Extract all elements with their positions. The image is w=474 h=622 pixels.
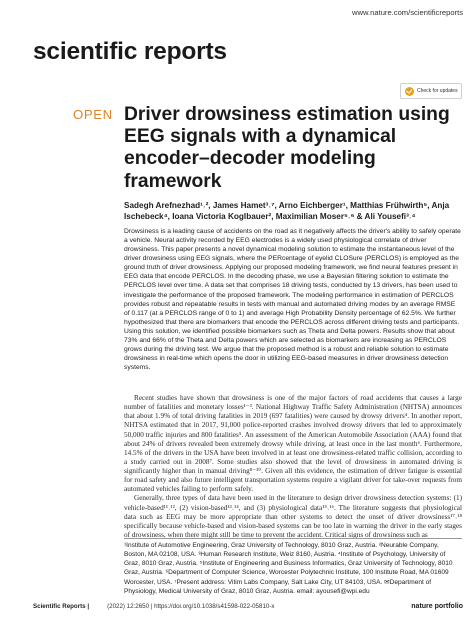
affiliation-divider <box>124 538 462 539</box>
page-footer <box>33 600 463 612</box>
publisher-logo: nature portfolio <box>411 602 463 610</box>
affiliations: ¹Institute of Automotive Engineering, Graz University of Technology, 8010 Graz, Austria. ²Neurable Company, Boston, MA 02108, USA. ³Human Research Institute, Weiz 8160, Austria. ⁴Institute of Psychology, University of Graz, 8010 Graz, Austria. ⁵Institute of Engineering and Business Informatics, Graz University of Technology, 8010 Graz, Austria. ⁶Department of Computer Science, Worcester Polytechnic Institute, 100 Institute Road, MA 01609 Worcester, USA. ⁷Present address: Vitim Labs Company, Salt Lake City, UT 84103, USA. ✉Department of Physiology, Medical University of Graz, 8010 Graz, Austria. email: ayousefi@wpi.edu <box>124 542 453 595</box>
body-paragraph: Recent studies have shown that drowsiness is one of the major factors of road accidents that causes a large number of fatalities and monetary losses¹⁻³. National Highway Traffic Safety Administration (NHTSA) announces that about 1.9% of total driving fatalities in 2019 (697 fatalities) were caused by drowsy drivers⁴. In another report, NHTSA estimated that in 2017, 91,000 police-reported crashes involved drowsy drivers that led to approximately 50,000 traffic injuries and 800 fatalities⁵. An assessment of the American Automobile Association (AAA) found that about 24% of drivers revealed been extremely drowsy while driving, at least once in the last month⁶. Furthermore, 14.5% of the drivers in the USA have been involved in at least one drowsiness-related traffic collision, according to a study carried out in 2008⁷. Some studies also showed that the level of drowsiness in automated driving is significantly higher than in manual driving⁸⁻¹⁰. Given all this evidence, the estimation of driver fatigue is essential for road safety and also future intelligent transportation systems require a vigilant driver for take-over requests from automated vehicles failing to perform safely. <box>124 394 462 494</box>
check-for-updates-button[interactable] <box>400 83 462 99</box>
check-updates-label: Check for updates <box>417 88 458 94</box>
abstract: Drowsiness is a leading cause of accidents on the road as it negatively affects the driver's ability to safely operate a vehicle. Neural activity recorded by EEG electrodes is a widely used physiological correlate of driver drowsiness. This paper presents a novel dynamical modeling solution to estimate the instantaneous level of the driver drowsiness using EEG signals, where the PERcentage of eyelid CLOSure (PERCLOS) is employed as the ground truth of driver drowsiness. Applying our proposed modeling framework, we find neural features present in EEG data that encode PERCLOS. In the decoding phase, we use a Bayesian filtering solution to estimate the PERCLOS level over time. A data set that comprises 18 driving tests, conducted by 13 drivers, has been used to investigate the performance of the proposed framework. The modeling performance in estimation of PERCLOS provides robust and repeatable results in tests with manual and automated driving modes by an average RMSE of 0.117 (at a PERCLOS range of 0 to 1) and average High Probability Density percentage of 62.5%. We further hypothesized that there are biomarkers that encode the PERCLOS across different driving tests and participants. Using this solution, we identified possible biomarkers such as Theta and Delta powers. Results show that about 73% and 66% of the Theta and Delta powers which are selected as biomarkers are increasing as PERCLOS grows during the driving test. We argue that the proposed method is a robust and reliable solution to estimate drowsiness in real-time which opens the door in utilizing EEG-based measures in driver drowsiness detection systems. <box>124 228 461 372</box>
check-updates-icon <box>405 87 414 96</box>
journal-name: scientific reports <box>33 38 227 65</box>
footer-citation[interactable]: (2022) 12:2650 | https://doi.org/10.1038/s41598-022-05810-x <box>107 602 275 610</box>
article-title: Driver drowsiness estimation using EEG signals with a dynamical encoder–decoder modeling framework <box>124 104 450 192</box>
author-list[interactable]: Sadegh Arefnezhad¹˒², James Hamet³˒⁷, Arno Eichberger¹, Matthias Frühwirth⁵, Anja Ischebeck⁴, Ioana Victoria Koglbauer², Maximilian Moser⁵˒⁶ & Ali Yousefi³˒⁴ <box>124 201 450 222</box>
journal-url[interactable]: www.nature.com/scientificreports <box>352 8 463 17</box>
footer-journal: Scientific Reports | <box>33 602 90 610</box>
article-body <box>124 394 462 540</box>
body-paragraph: Generally, three types of data have been used in the literature to design driver drowsiness detection systems: (1) vehicle-based¹¹˒¹², (2) vision-based¹³˒¹⁴, and (3) physiological data¹⁵˒¹⁶. The literature suggests that physiological data such as EEG may be more appropriate than other systems to detect the onset of driver drowsiness¹⁷˒¹⁸ specifically because vehicle-based and vision-based systems can be too late in warning the driver in the early stages of drowsiness, when there might still be time to prevent the accident. Critical signs of drowsiness such as <box>124 494 462 539</box>
open-access-label: OPEN <box>73 107 113 122</box>
